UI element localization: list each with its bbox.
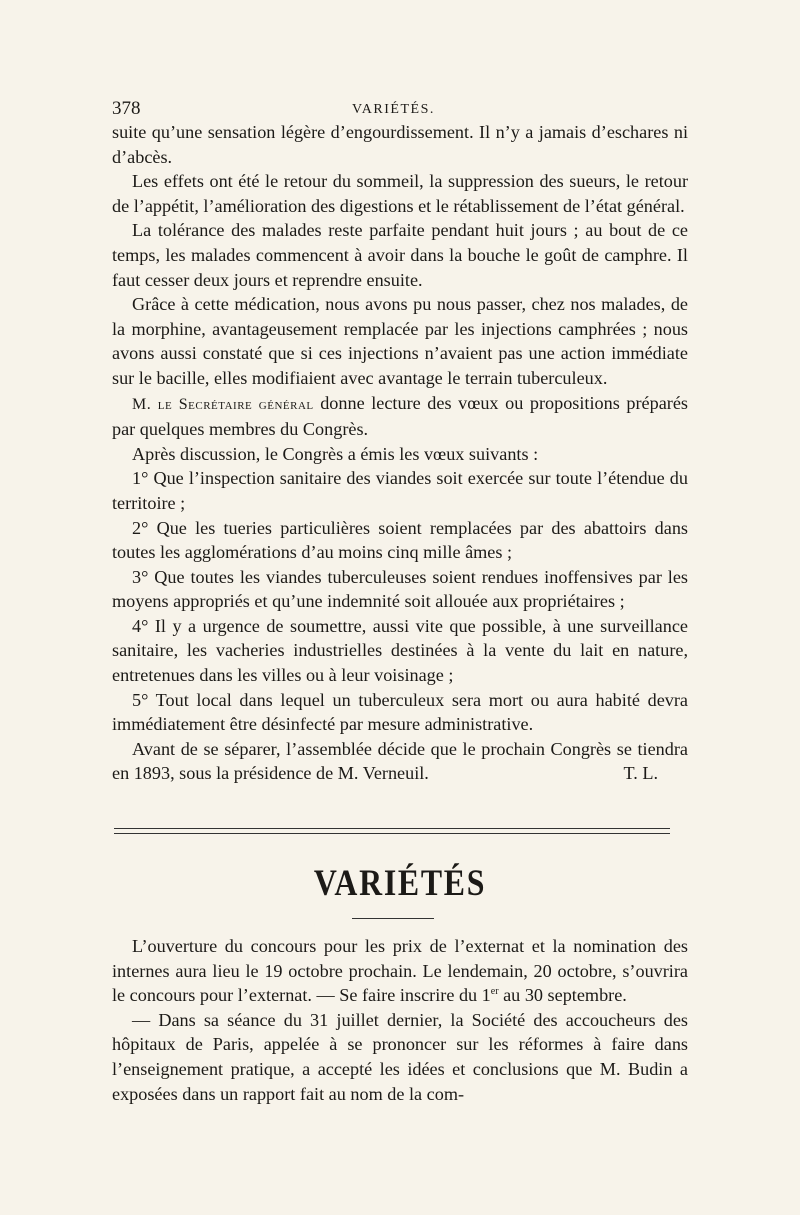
vows-intro: Après discussion, le Congrès a émis les vœux suivants : (132, 443, 539, 464)
vow-item: 4° Il y a urgence de soumettre, aussi vite que possible, à une surveillance sanitaire, les vacheries industrielles destinées à la vente du lait en nature, entretenues dans les villes ou à leur voisinage ; (112, 615, 688, 686)
secretary-label: M. le Secrétaire général (132, 395, 314, 413)
vow-item: 2° Que les tueries particulières soient remplacées par des abattoirs dans toutes les agglomérations d’au moins cinq mille âmes ; (112, 517, 688, 563)
paragraph: Les effets ont été le retour du sommeil, la suppression des sueurs, le retour de l’appétit, l’amélioration des digestions et le rétablissement de l’état général. (112, 171, 688, 216)
paragraph: La tolérance des malades reste parfaite pendant huit jours ; au bout de ce temps, les malades commencent à avoir dans la bouche le goût de camphre. Il faut cesser deux jours et reprendre ensuite. (112, 220, 688, 290)
section-body (112, 934, 688, 1106)
section-divider (114, 828, 670, 834)
section-title: VARIÉTÉS (313, 863, 487, 904)
paragraph: Grâce à cette médication, nous avons pu nous passer, chez nos malades, de la morphine, avantageusement remplacée par les injections camphrées ; nous avons aussi constaté que si ces injections n’avaient pas une action immédiate sur le bacille, elles modifiaient avec avantage le terrain tuberculeux. (112, 294, 688, 388)
paragraph (112, 934, 688, 1008)
paragraph: — Dans sa séance du 31 juillet dernier, la Société des accoucheurs des hôpitaux de Paris, appelée à se prononcer sur les réformes à faire dans l’enseignement pratique, a accepté les idées et conclusions que M. Budin a exposées dans un rapport fait au nom de la com- (112, 1009, 688, 1104)
running-head (112, 92, 688, 120)
vow-item: 5° Tout local dans lequel un tuberculeux sera mort ou aura habité devra immédiatement être désinfecté par mesure administrative. (112, 689, 688, 735)
page-number: 378 (112, 98, 141, 119)
secretary-paragraph (112, 391, 688, 442)
closing-text: Avant de se séparer, l’assemblée décide que le prochain Congrès se tiendra en 1893, sous la présidence de M. Verneuil. (112, 738, 688, 784)
secretary-text: donne lecture des vœux ou propositions préparés par quelques membres du Congrès. (112, 392, 688, 440)
paragraph-text: L’ouverture du concours pour les prix de l’externat et la nomination des internes aura lieu le 19 octobre prochain. Le lendemain, 20 octobre, s’ouvrira le concours pour l’externat. — Se faire inscrire du 1 (112, 936, 688, 1006)
paragraph: suite qu’une sensation légère d’engourdissement. Il n’y a jamais d’eschares ni d’abcès. (112, 122, 688, 167)
vow-item: 1° Que l’inspection sanitaire des viandes soit exercée sur toute l’étendue du territoire ; (112, 468, 688, 513)
vow-item: 3° Que toutes les viandes tuberculeuses soient rendues inoffensives par les moyens appropriés et qu’une indemnité soit allouée aux propriétaires ; (112, 566, 688, 612)
closing-paragraph (112, 737, 688, 786)
page (112, 92, 688, 786)
signature: T. L. (623, 763, 658, 784)
article-body (112, 120, 688, 786)
running-title: VARIÉTÉS. (352, 102, 435, 117)
superscript: er (490, 986, 499, 998)
title-underline (352, 918, 434, 919)
paragraph-text: au 30 septembre. (498, 985, 627, 1006)
